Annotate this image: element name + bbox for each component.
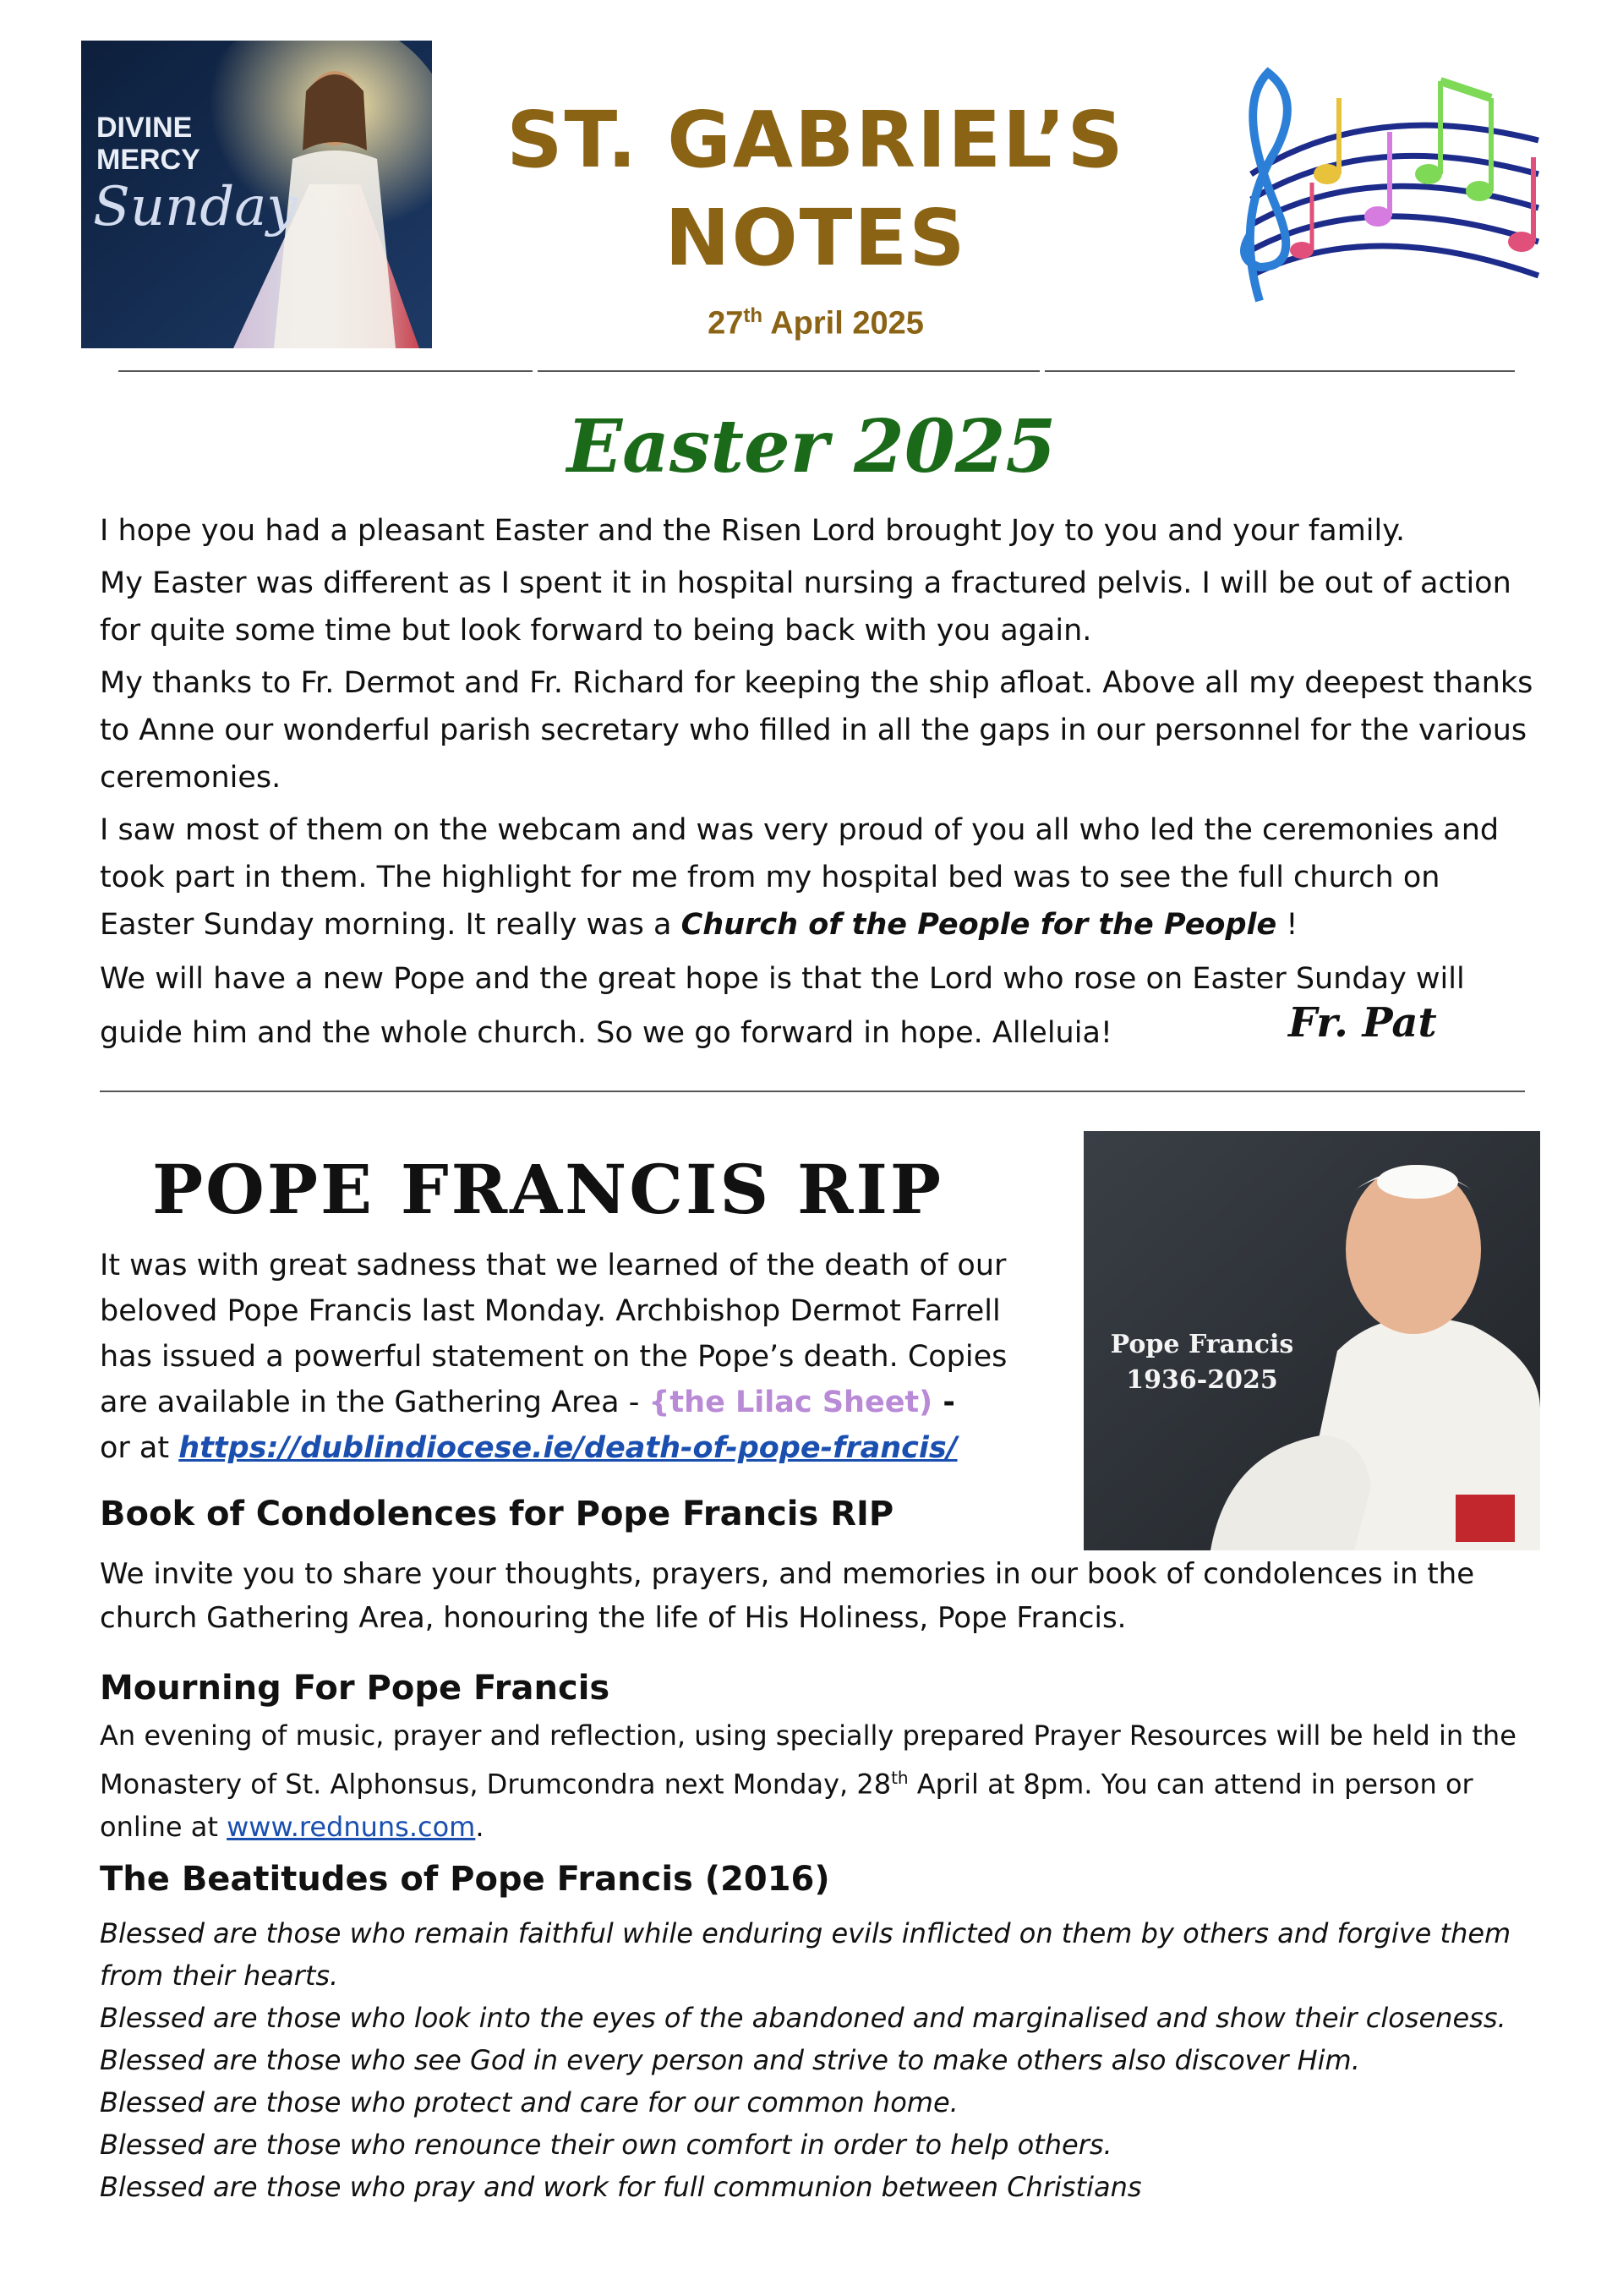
dublin-diocese-link[interactable]: https://dublindiocese.ie/death-of-pope-francis/	[178, 1431, 958, 1465]
pope-paragraph-line3: has issued a powerful statement on the Pope’s death. Copies	[100, 1340, 1008, 1374]
beatitude-4: Blessed are those who protect and care for our common home.	[100, 2086, 959, 2118]
easter-paragraph-4	[100, 806, 1537, 948]
beatitude-6: Blessed are those who pray and work for full communion between Christians	[100, 2171, 1142, 2203]
condolences-heading: Book of Condolences for Pope Francis RIP	[100, 1495, 894, 1533]
easter-heading: Easter 2025	[566, 404, 1057, 489]
mourning-text-part2: April at 8pm. You can attend in person or online at	[100, 1768, 1473, 1843]
music-notes-graphic	[1200, 47, 1549, 338]
pope-p1-l5-text: or at	[100, 1431, 179, 1465]
vatican-logo-icon	[1456, 1495, 1515, 1542]
rednuns-link[interactable]: www.rednuns.com	[227, 1810, 476, 1843]
date-day: 27	[708, 305, 744, 342]
mourning-heading: Mourning For Pope Francis	[100, 1669, 610, 1708]
newsletter-title-line2: NOTES	[664, 193, 967, 283]
issue-date	[440, 304, 1192, 342]
pope-p1-l4-end: -	[932, 1386, 955, 1419]
section-divider	[100, 1091, 1525, 1092]
easter-paragraph-2: My Easter was different as I spent it in hospital nursing a fractured pelvis. I will be out of action for quite some time but look forward to being back with you again.	[100, 566, 1511, 648]
pope-image-caption	[1109, 1327, 1295, 1398]
pope-paragraph-line1: It was with great sadness that we learned of the death of our	[100, 1249, 1007, 1282]
easter-p4-end: !	[1276, 908, 1298, 942]
pope-paragraph-line2: beloved Pope Francis last Monday. Archbishop Dermot Farrell	[100, 1294, 1001, 1328]
mourning-text-end: .	[475, 1810, 484, 1843]
condolences-text: We invite you to share your thoughts, prayers, and memories in our book of condolences in the church Gathering Area, honouring the life of His Holiness, Pope Francis.	[100, 1557, 1475, 1635]
mercy-text: MERCY	[96, 144, 200, 176]
easter-paragraph-5-line1: We will have a new Pope and the great hope is that the Lord who rose on Easter Sunday will	[100, 962, 1465, 996]
beatitude-5: Blessed are those who renounce their own comfort in order to help others.	[100, 2129, 1112, 2161]
signature-fr-pat: Fr. Pat	[1288, 999, 1437, 1047]
header-divider-1	[118, 370, 533, 372]
divine-mercy-text	[96, 112, 200, 176]
pope-francis-image	[1084, 1131, 1540, 1550]
divine-text: DIVINE	[96, 112, 193, 144]
date-month-year: April 2025	[762, 305, 924, 342]
pope-paragraph-line4	[100, 1380, 1072, 1425]
pope-paragraph-line5	[100, 1425, 1072, 1471]
easter-paragraph-1: I hope you had a pleasant Easter and the Risen Lord brought Joy to you and your family.	[100, 514, 1406, 548]
newsletter-title-line1: ST. GABRIEL’S	[506, 95, 1125, 185]
mourning-date-suffix: th	[891, 1768, 909, 1788]
easter-paragraph-3: My thanks to Fr. Dermot and Fr. Richard for keeping the ship afloat. Above all my deepest thanks to Anne our wonderful parish secretary who filled in all the gaps in our personnel for the various ceremonies.	[100, 666, 1533, 795]
lilac-sheet-label: {the Lilac Sheet)	[648, 1386, 933, 1419]
pope-p1-l4-text: are available in the Gathering Area -	[100, 1386, 649, 1419]
easter-paragraph-5-line2: guide him and the whole church. So we go forward in hope. Alleluia!	[100, 1016, 1112, 1050]
header-divider-2	[538, 370, 1040, 372]
beatitude-1: Blessed are those who remain faithful while enduring evils inflicted on them by others and forgive them from their hearts.	[100, 1917, 1511, 1992]
sunday-text: Sunday	[93, 176, 298, 238]
header-divider-3	[1045, 370, 1515, 372]
beatitude-3: Blessed are those who see God in every person and strive to make others also discover Him.	[100, 2044, 1360, 2076]
date-suffix: th	[743, 304, 763, 327]
beatitudes-heading: The Beatitudes of Pope Francis (2016)	[100, 1860, 830, 1899]
mourning-text-part1: An evening of music, prayer and reflection, using specially prepared Prayer Resources will be held in the Monastery of St. Alphonsus, Drumcondra next Monday, 28	[100, 1719, 1516, 1801]
divine-mercy-image	[81, 41, 432, 348]
easter-p4-text: I saw most of them on the webcam and was very proud of you all who led the ceremonies and took part in them. The highlight for me from my hospital bed was to see the full church on Easter Sunday morning. It really was a	[100, 813, 1500, 942]
music-notes-image	[1200, 47, 1549, 338]
pope-image-years: 1936-2025	[1126, 1365, 1278, 1395]
church-of-the-people-emphasis: Church of the People for the People	[680, 908, 1277, 942]
pope-francis-heading: POPE FRANCIS RIP	[152, 1150, 944, 1229]
pope-image-name: Pope Francis	[1110, 1330, 1294, 1359]
mourning-text	[100, 1714, 1554, 1848]
beatitude-2: Blessed are those who look into the eyes of the abandoned and marginalised and show their closeness.	[100, 2002, 1506, 2034]
